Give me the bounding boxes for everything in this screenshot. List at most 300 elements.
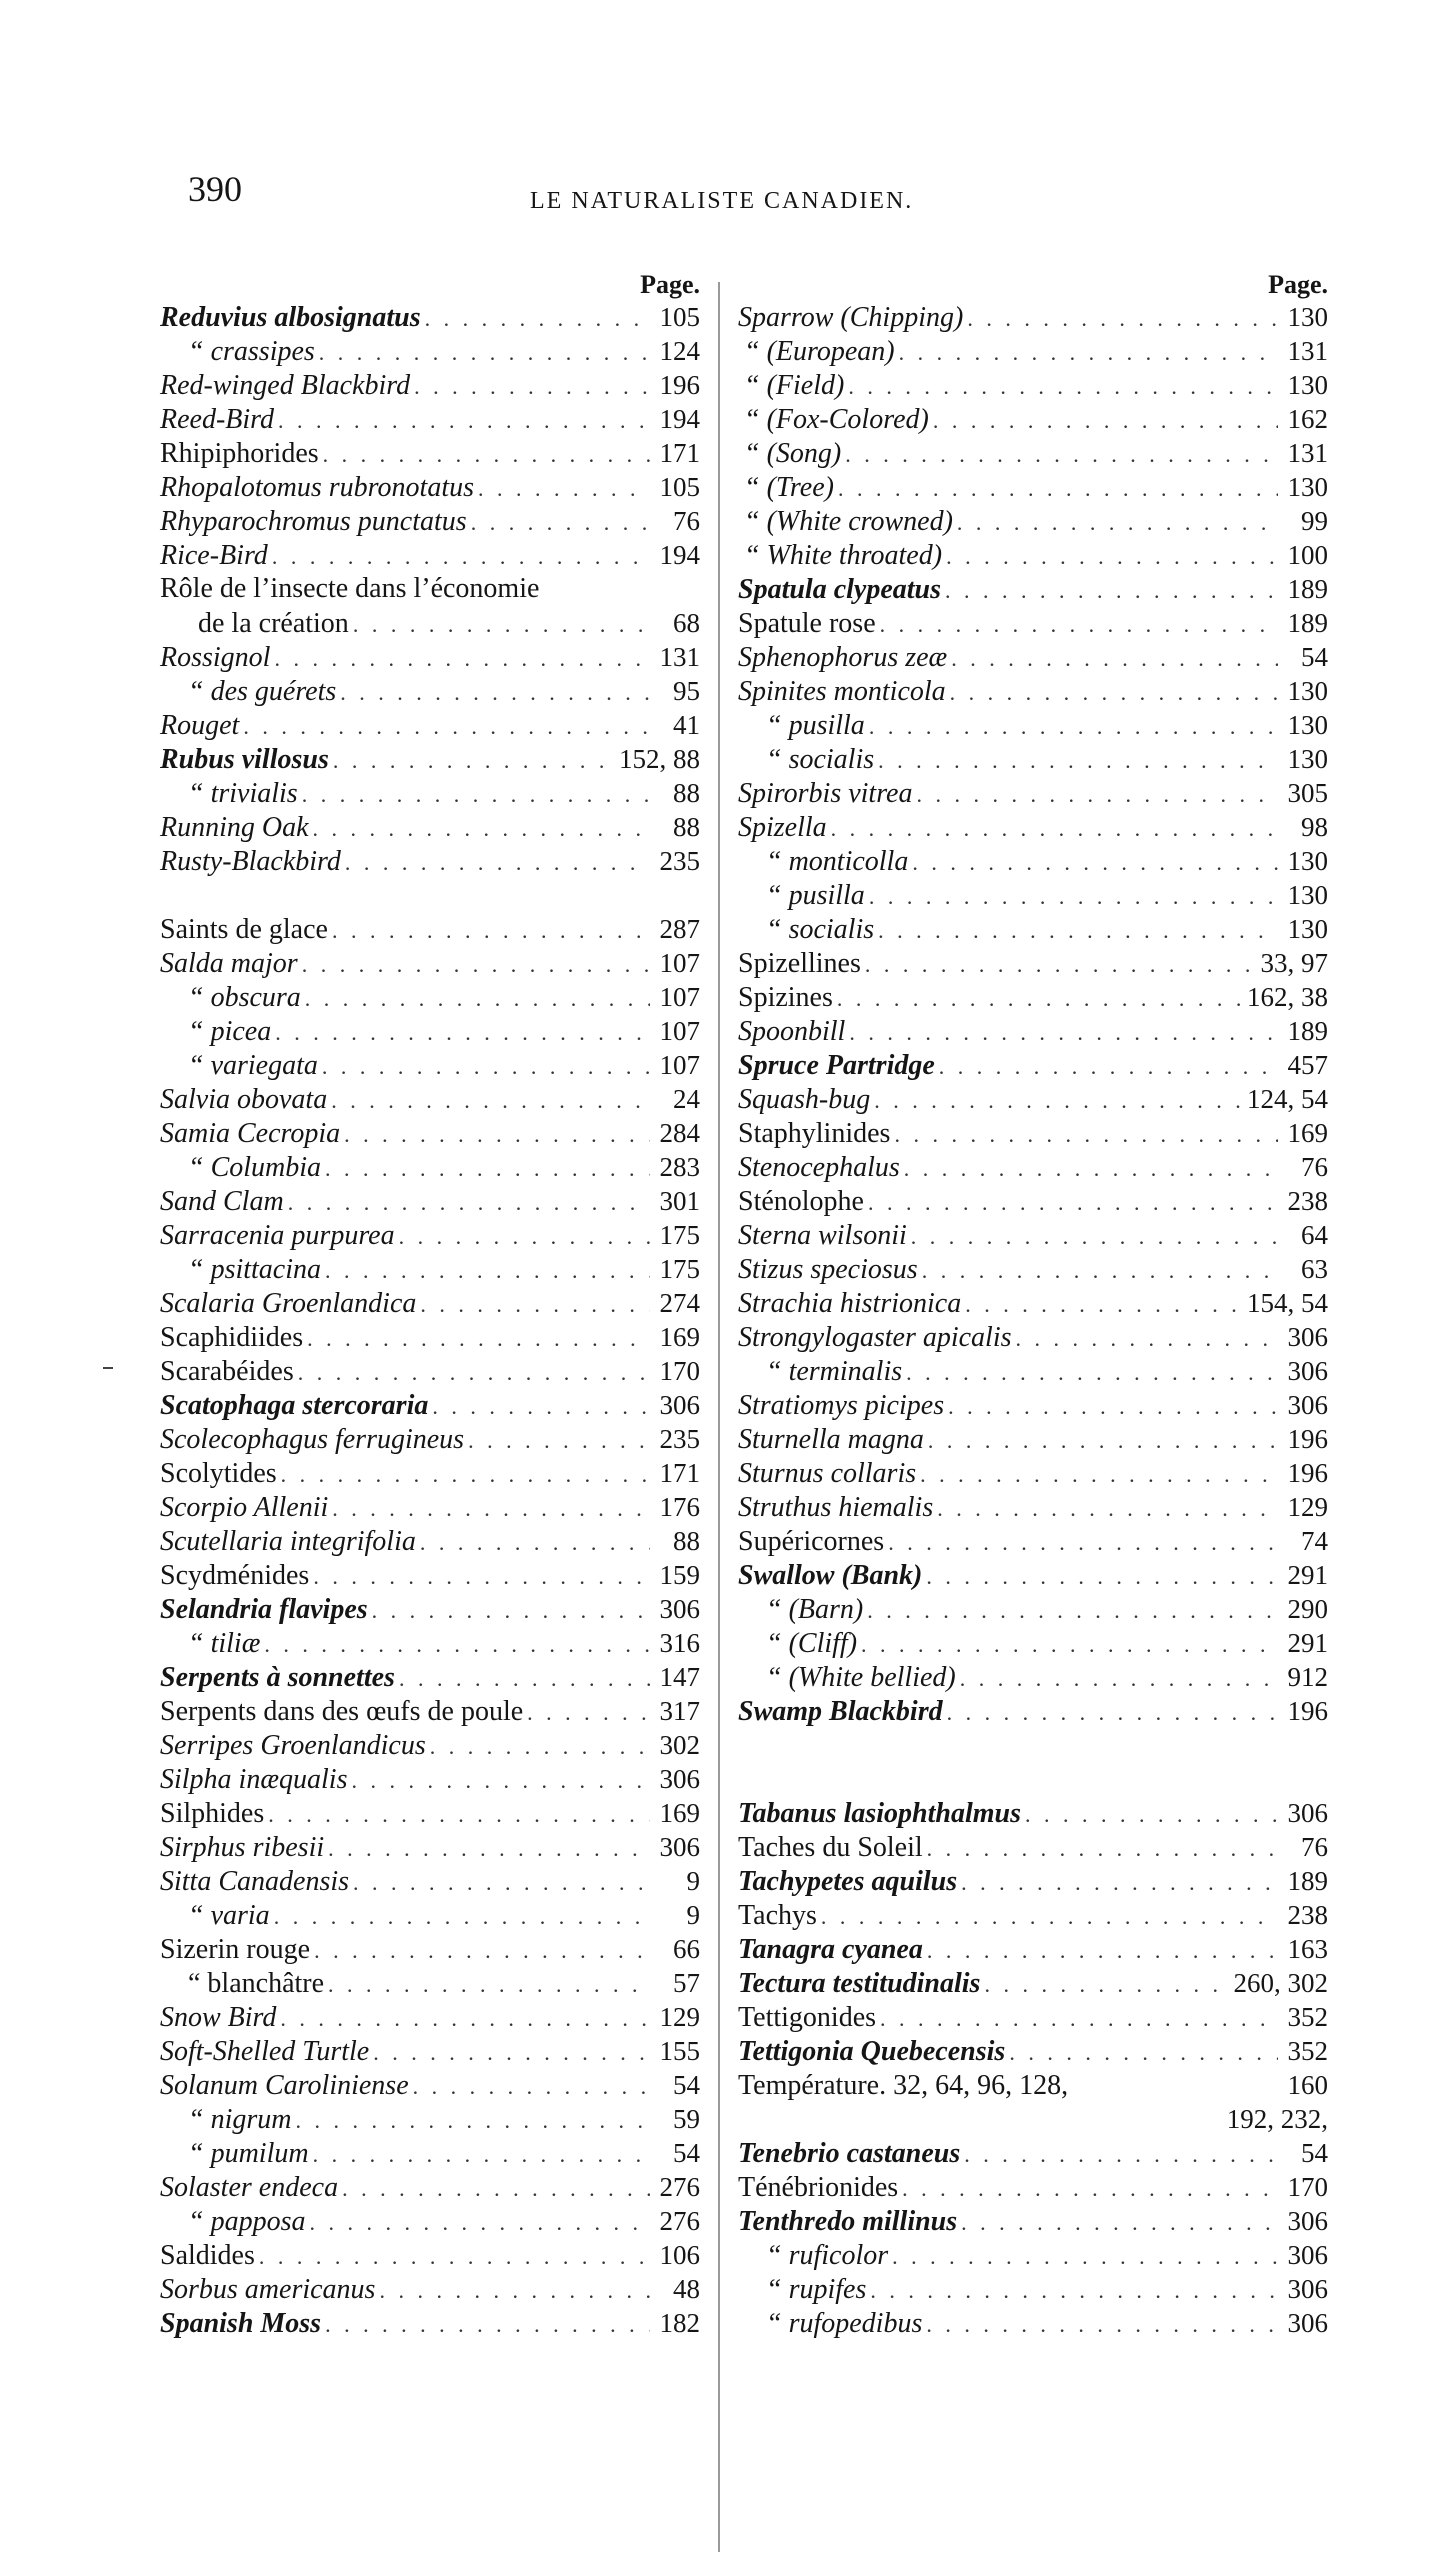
entry-page-numbers: 54: [1301, 2138, 1328, 2168]
entry-term: “ socialis: [766, 744, 875, 775]
leader-dots: [951, 642, 1278, 676]
leader-dots: [888, 1526, 1278, 1560]
index-entry: [160, 1626, 700, 1660]
leader-dots: [399, 1220, 650, 1254]
entry-page-numbers: 130: [1287, 710, 1328, 740]
leader-dots: [892, 2240, 1278, 2274]
entry-term: “ psittacina: [188, 1254, 322, 1285]
section-gap: [738, 1728, 1328, 1762]
entry-term: Sphenophorus zeæ: [738, 642, 948, 673]
entry-term: Rubus villosus: [160, 744, 329, 775]
entry-page-numbers: 182: [659, 2308, 700, 2338]
index-entry: [160, 674, 700, 708]
index-entry: [160, 1932, 700, 1966]
entry-term: Strongylogaster apicalis: [738, 1322, 1012, 1353]
leader-dots: [878, 744, 1278, 778]
leader-dots: [894, 1118, 1278, 1152]
entry-term: “ pusilla: [766, 710, 865, 741]
entry-page-numbers: 105: [659, 302, 700, 332]
leader-dots: [325, 1254, 650, 1288]
leader-dots: [922, 1254, 1278, 1288]
index-entry: [160, 742, 700, 776]
leader-dots: [373, 2036, 650, 2070]
leader-dots: [313, 1560, 650, 1594]
entry-page-numbers: 306: [659, 1832, 700, 1862]
entry-term: Sténolophe: [738, 1186, 864, 1217]
leader-dots: [243, 710, 650, 744]
entry-page-numbers: 76: [673, 506, 700, 536]
index-entry: [738, 538, 1328, 572]
leader-dots: [927, 1934, 1278, 1968]
entry-page-numbers: 107: [659, 1050, 700, 1080]
leader-dots: [430, 1730, 650, 1764]
index-entry: [738, 640, 1328, 674]
entry-page-numbers: 155: [659, 2036, 700, 2066]
entry-term: “ (White bellied): [766, 1662, 956, 1693]
entry-page-numbers: 152, 88: [619, 744, 700, 774]
leader-dots: [278, 404, 650, 438]
index-entry: [738, 2102, 1328, 2136]
index-entry: [738, 1558, 1328, 1592]
entry-term: Staphylinides: [738, 1118, 891, 1149]
leader-dots: [379, 2274, 650, 2308]
entry-page-numbers: 235: [659, 846, 700, 876]
leader-dots: [295, 2104, 650, 2138]
leader-dots: [868, 1186, 1278, 1220]
index-entry: [160, 776, 700, 810]
entry-term: “ (White crowned): [744, 506, 953, 537]
entry-page-numbers: 189: [1287, 574, 1328, 604]
index-entry: [160, 300, 700, 334]
leader-dots: [960, 1662, 1278, 1696]
leader-dots: [869, 710, 1278, 744]
section-gap: [738, 1762, 1328, 1796]
entry-term: Scaphidiides: [160, 1322, 304, 1353]
entry-page-numbers: 68: [673, 608, 700, 638]
index-entry: [160, 2170, 700, 2204]
entry-page-numbers: 287: [659, 914, 700, 944]
entry-term: Spoonbill: [738, 1016, 846, 1047]
leader-dots: [331, 1084, 650, 1118]
index-entry: [738, 1660, 1328, 1694]
entry-term: Stratiomys picipes: [738, 1390, 945, 1421]
index-entry: [160, 1796, 700, 1830]
entry-page-numbers: 194: [659, 404, 700, 434]
leader-dots: [1025, 1798, 1278, 1832]
leader-dots: [414, 370, 650, 404]
index-entry: [738, 742, 1328, 776]
entry-term: Soft-Shelled Turtle: [160, 2036, 370, 2067]
entry-term: Rhipiphorides: [160, 438, 319, 469]
entry-page-numbers: 169: [659, 1322, 700, 1352]
entry-page-numbers: 274: [659, 1288, 700, 1318]
entry-page-numbers: 171: [659, 438, 700, 468]
index-entry: [160, 2068, 700, 2102]
index-entry: [160, 844, 700, 878]
entry-page-numbers: 99: [1301, 506, 1328, 536]
leader-dots: [861, 1628, 1278, 1662]
entry-term: Silpha inæqualis: [160, 1764, 348, 1795]
entry-term: Serpents à sonnettes: [160, 1662, 395, 1693]
running-title: LE NATURALISTE CANADIEN.: [530, 188, 914, 214]
leader-dots: [928, 1424, 1278, 1458]
leader-dots: [904, 1152, 1278, 1186]
entry-page-numbers: 276: [659, 2172, 700, 2202]
entry-page-numbers: 100: [1287, 540, 1328, 570]
entry-page-numbers: 88: [673, 1526, 700, 1556]
entry-term: “ (Field): [744, 370, 845, 401]
leader-dots: [333, 744, 615, 778]
leader-dots: [351, 1764, 650, 1798]
entry-page-numbers: 130: [1287, 302, 1328, 332]
entry-term: “ (Cliff): [766, 1628, 858, 1659]
entry-term: “ socialis: [766, 914, 875, 945]
leader-dots: [906, 1356, 1278, 1390]
leader-dots: [420, 1288, 650, 1322]
index-entry: [738, 1898, 1328, 1932]
entry-term: Red-winged Blackbird: [160, 370, 411, 401]
leader-dots: [831, 812, 1278, 846]
leader-dots: [478, 472, 650, 506]
index-entry: [738, 1150, 1328, 1184]
leader-dots: [281, 1458, 650, 1492]
entry-page-numbers: 291: [1287, 1560, 1328, 1590]
index-entry: [160, 1558, 700, 1592]
index-entry: [738, 1796, 1328, 1830]
index-entry: [160, 980, 700, 1014]
index-entry: [160, 1388, 700, 1422]
leader-dots: [1016, 1322, 1278, 1356]
entry-page-numbers: 159: [659, 1560, 700, 1590]
entry-term: Rusty-Blackbird: [160, 846, 341, 877]
entry-term: Spirorbis vitrea: [738, 778, 913, 809]
leader-dots: [926, 1560, 1278, 1594]
leader-dots: [313, 2138, 650, 2172]
entry-page-numbers: 9: [686, 1866, 700, 1896]
index-entry: [738, 912, 1328, 946]
entry-term: Scolytides: [160, 1458, 277, 1489]
entry-term: “ White throated): [744, 540, 943, 571]
entry-term: “ des guérets: [188, 676, 337, 707]
leader-dots: [869, 880, 1278, 914]
leader-dots: [1009, 2036, 1278, 2070]
entry-term: Spanish Moss: [160, 2308, 322, 2339]
index-entry: [160, 606, 700, 640]
entry-term: Spruce Partridge: [738, 1050, 935, 1081]
entry-page-numbers: 306: [1287, 2240, 1328, 2270]
leader-dots: [849, 1016, 1278, 1050]
leader-dots: [880, 608, 1278, 642]
index-entry: [160, 470, 700, 504]
entry-term: Température. 32, 64, 96, 128,: [738, 2070, 1069, 2101]
entry-page-numbers: 276: [659, 2206, 700, 2236]
entry-term: Squash-bug: [738, 1084, 871, 1115]
index-entry: [160, 436, 700, 470]
entry-page-numbers: 194: [659, 540, 700, 570]
index-entry: [738, 844, 1328, 878]
entry-term: “ picea: [188, 1016, 272, 1047]
entry-term: Tabanus lasiophthalmus: [738, 1798, 1021, 1829]
entry-term: de la création: [198, 608, 349, 639]
entry-term: Swamp Blackbird: [738, 1696, 943, 1727]
entry-page-numbers: 306: [1287, 2308, 1328, 2338]
entry-page-numbers: 124, 54: [1247, 1084, 1328, 1114]
leader-dots: [425, 302, 650, 336]
leader-dots: [420, 1526, 650, 1560]
entry-term: Tectura testitudinalis: [738, 1968, 981, 1999]
entry-term: “ ruficolor: [766, 2240, 889, 2271]
leader-dots: [353, 608, 650, 642]
index-entry: [160, 538, 700, 572]
index-entry: [738, 2034, 1328, 2068]
entry-page-numbers: 160: [1287, 2070, 1328, 2100]
entry-page-numbers: 260, 302: [1233, 1968, 1328, 1998]
entry-term: Spizella: [738, 812, 827, 843]
index-entry: [160, 1218, 700, 1252]
leader-dots: [926, 2308, 1278, 2342]
index-entry: [160, 1830, 700, 1864]
entry-term: Swallow (Bank): [738, 1560, 923, 1591]
entry-term: Tenthredo millinus: [738, 2206, 958, 2237]
entry-page-numbers: 189: [1287, 1016, 1328, 1046]
entry-page-numbers: 238: [1287, 1186, 1328, 1216]
index-entry: [738, 470, 1328, 504]
leader-dots: [967, 302, 1278, 336]
leader-dots: [319, 336, 650, 370]
leader-dots: [332, 914, 650, 948]
entry-page-numbers: 130: [1287, 914, 1328, 944]
index-entry: [160, 334, 700, 368]
leader-dots: [950, 676, 1278, 710]
leader-dots: [837, 982, 1243, 1016]
entry-page-numbers: 130: [1287, 744, 1328, 774]
leader-dots: [325, 2308, 650, 2342]
entry-term: Scydménides: [160, 1560, 310, 1591]
entry-term: Sarracenia purpurea: [160, 1220, 395, 1251]
index-entry: [160, 1354, 700, 1388]
leader-dots: [867, 1594, 1278, 1628]
entry-term: Spatula clypeatus: [738, 574, 942, 605]
entry-term: Rice-Bird: [160, 540, 268, 571]
entry-page-numbers: 41: [673, 710, 700, 740]
entry-page-numbers: 106: [659, 2240, 700, 2270]
index-entry: [738, 2170, 1328, 2204]
index-entry: [738, 1592, 1328, 1626]
entry-term: Sizerin rouge: [160, 1934, 311, 1965]
leader-dots: [272, 540, 650, 574]
entry-page-numbers: 306: [1287, 1390, 1328, 1420]
index-entry: [738, 1694, 1328, 1728]
entry-page-numbers: 57: [673, 1968, 700, 1998]
entry-page-numbers: 130: [1287, 880, 1328, 910]
index-entry: [160, 1116, 700, 1150]
entry-page-numbers: 352: [1287, 2036, 1328, 2066]
entry-page-numbers: 98: [1301, 812, 1328, 842]
entry-page-numbers: 196: [1287, 1458, 1328, 1488]
leader-dots: [899, 336, 1278, 370]
entry-term: “ crassipes: [188, 336, 315, 367]
entry-term: Salvia obovata: [160, 1084, 328, 1115]
leader-dots: [307, 1322, 650, 1356]
index-entry: [160, 1320, 700, 1354]
index-entry: [738, 436, 1328, 470]
entry-term: Samia Cecropia: [160, 1118, 341, 1149]
entry-page-numbers: 130: [1287, 676, 1328, 706]
entry-term: Solaster endeca: [160, 2172, 339, 2203]
entry-term: Serripes Groenlandicus: [160, 1730, 426, 1761]
index-entry: [738, 402, 1328, 436]
entry-page-numbers: 88: [673, 778, 700, 808]
entry-term: Spizines: [738, 982, 833, 1013]
entry-page-numbers: 192, 232,: [1226, 2104, 1328, 2134]
index-entry: [738, 1932, 1328, 1966]
entry-term: Ténébrionides: [738, 2172, 899, 2203]
page-column-header: Page.: [640, 270, 700, 299]
entry-term: “ pumilum: [188, 2138, 309, 2169]
index-entry: [160, 1252, 700, 1286]
leader-dots: [275, 1016, 650, 1050]
entry-term: Sitta Canadensis: [160, 1866, 350, 1897]
leader-dots: [945, 574, 1278, 608]
entry-term: “ (European): [744, 336, 895, 367]
entry-page-numbers: 95: [673, 676, 700, 706]
entry-term: “ monticolla: [766, 846, 909, 877]
entry-page-numbers: 306: [659, 1390, 700, 1420]
entry-term: “ (Fox-Colored): [744, 404, 929, 435]
index-entry: [738, 1354, 1328, 1388]
entry-page-numbers: 316: [659, 1628, 700, 1658]
entry-page-numbers: 154, 54: [1247, 1288, 1328, 1318]
leader-dots: [432, 1390, 650, 1424]
leader-dots: [325, 1152, 650, 1186]
entry-term: “ obscura: [188, 982, 301, 1013]
entry-page-numbers: 196: [659, 370, 700, 400]
entry-page-numbers: 196: [1287, 1424, 1328, 1454]
entry-page-numbers: 64: [1301, 1220, 1328, 1250]
index-column-right: [738, 270, 1328, 2340]
entry-page-numbers: 235: [659, 1424, 700, 1454]
leader-dots: [984, 1968, 1229, 2002]
entry-page-numbers: 175: [659, 1220, 700, 1250]
entry-page-numbers: 238: [1287, 1900, 1328, 1930]
index-entry: [738, 2204, 1328, 2238]
entry-term: Reed-Bird: [160, 404, 275, 435]
entry-term: Tenebrio castaneus: [738, 2138, 961, 2169]
entry-term: Tachypetes aquilus: [738, 1866, 958, 1897]
index-entry: [738, 1252, 1328, 1286]
entry-page-numbers: 306: [659, 1594, 700, 1624]
leader-dots: [344, 1118, 650, 1152]
index-entry: [160, 1048, 700, 1082]
leader-dots: [328, 1832, 650, 1866]
entry-term: Rhopalotomus rubronotatus: [160, 472, 474, 503]
index-entries-right: [738, 300, 1328, 2340]
entry-page-numbers: 107: [659, 948, 700, 978]
index-entry: [738, 1286, 1328, 1320]
index-entry: [738, 1320, 1328, 1354]
entry-term: “ (Tree): [744, 472, 834, 503]
index-entry: [160, 2238, 700, 2272]
entry-term: “ tiliæ: [188, 1628, 261, 1659]
index-entry: [738, 1490, 1328, 1524]
entry-page-numbers: 63: [1301, 1254, 1328, 1284]
leader-dots: [880, 2002, 1278, 2036]
entry-page-numbers: 129: [1287, 1492, 1328, 1522]
entry-page-numbers: 169: [1287, 1118, 1328, 1148]
index-entry: [160, 2136, 700, 2170]
entry-page-numbers: 105: [659, 472, 700, 502]
index-entry: [160, 1456, 700, 1490]
entry-term: Serpents dans des œufs de poule: [160, 1696, 524, 1727]
entry-page-numbers: 306: [1287, 2274, 1328, 2304]
index-entry: [160, 2204, 700, 2238]
leader-dots: [342, 2172, 650, 2206]
leader-dots: [328, 1968, 650, 2002]
entry-term: Sterna wilsonii: [738, 1220, 907, 1251]
leader-dots: [264, 1628, 650, 1662]
leader-dots: [838, 472, 1278, 506]
index-entry: [738, 1524, 1328, 1558]
entry-term: Strachia histrionica: [738, 1288, 962, 1319]
entry-page-numbers: 175: [659, 1254, 700, 1284]
index-entry: [738, 606, 1328, 640]
leader-dots: [937, 1492, 1278, 1526]
entry-term: Scorpio Allenii: [160, 1492, 329, 1523]
entry-page-numbers: 169: [659, 1798, 700, 1828]
leader-dots: [305, 982, 650, 1016]
leader-dots: [413, 2070, 650, 2104]
entry-page-numbers: 306: [1287, 1798, 1328, 1828]
entry-page-numbers: 124: [659, 336, 700, 366]
leader-dots: [848, 370, 1278, 404]
entry-page-numbers: 457: [1287, 1050, 1328, 1080]
leader-dots: [288, 1186, 650, 1220]
index-entry: [738, 2000, 1328, 2034]
entry-page-numbers: 130: [1287, 846, 1328, 876]
entry-term: “ terminalis: [766, 1356, 903, 1387]
leader-dots: [353, 1866, 650, 1900]
leader-dots: [916, 778, 1278, 812]
entry-page-numbers: 305: [1287, 778, 1328, 808]
leader-dots: [912, 846, 1278, 880]
entry-term: “ (Song): [744, 438, 842, 469]
entry-page-numbers: 302: [659, 1730, 700, 1760]
leader-dots: [927, 1832, 1278, 1866]
entry-term: Tettigonia Quebecensis: [738, 2036, 1006, 2067]
entry-page-numbers: 912: [1287, 1662, 1328, 1692]
entry-term: Sirphus ribesii: [160, 1832, 325, 1863]
index-entry: [738, 2272, 1328, 2306]
leader-dots: [946, 540, 1278, 574]
index-entry: [160, 2102, 700, 2136]
index-entry: [738, 810, 1328, 844]
leader-dots: [961, 1866, 1278, 1900]
entry-term: “ rupifes: [766, 2274, 867, 2305]
entry-page-numbers: 54: [673, 2070, 700, 2100]
entry-term: Spinites monticola: [738, 676, 946, 707]
index-entry: [738, 2136, 1328, 2170]
entry-term: “ pusilla: [766, 880, 865, 911]
index-entry: [160, 1150, 700, 1184]
index-entry: [738, 334, 1328, 368]
entry-page-numbers: 306: [659, 1764, 700, 1794]
index-entry: [160, 1660, 700, 1694]
entry-term: Scatophaga stercoraria: [160, 1390, 429, 1421]
index-entry: [160, 640, 700, 674]
entry-term: Snow Bird: [160, 2002, 277, 2033]
index-entry: [738, 1626, 1328, 1660]
leader-dots: [468, 1424, 650, 1458]
